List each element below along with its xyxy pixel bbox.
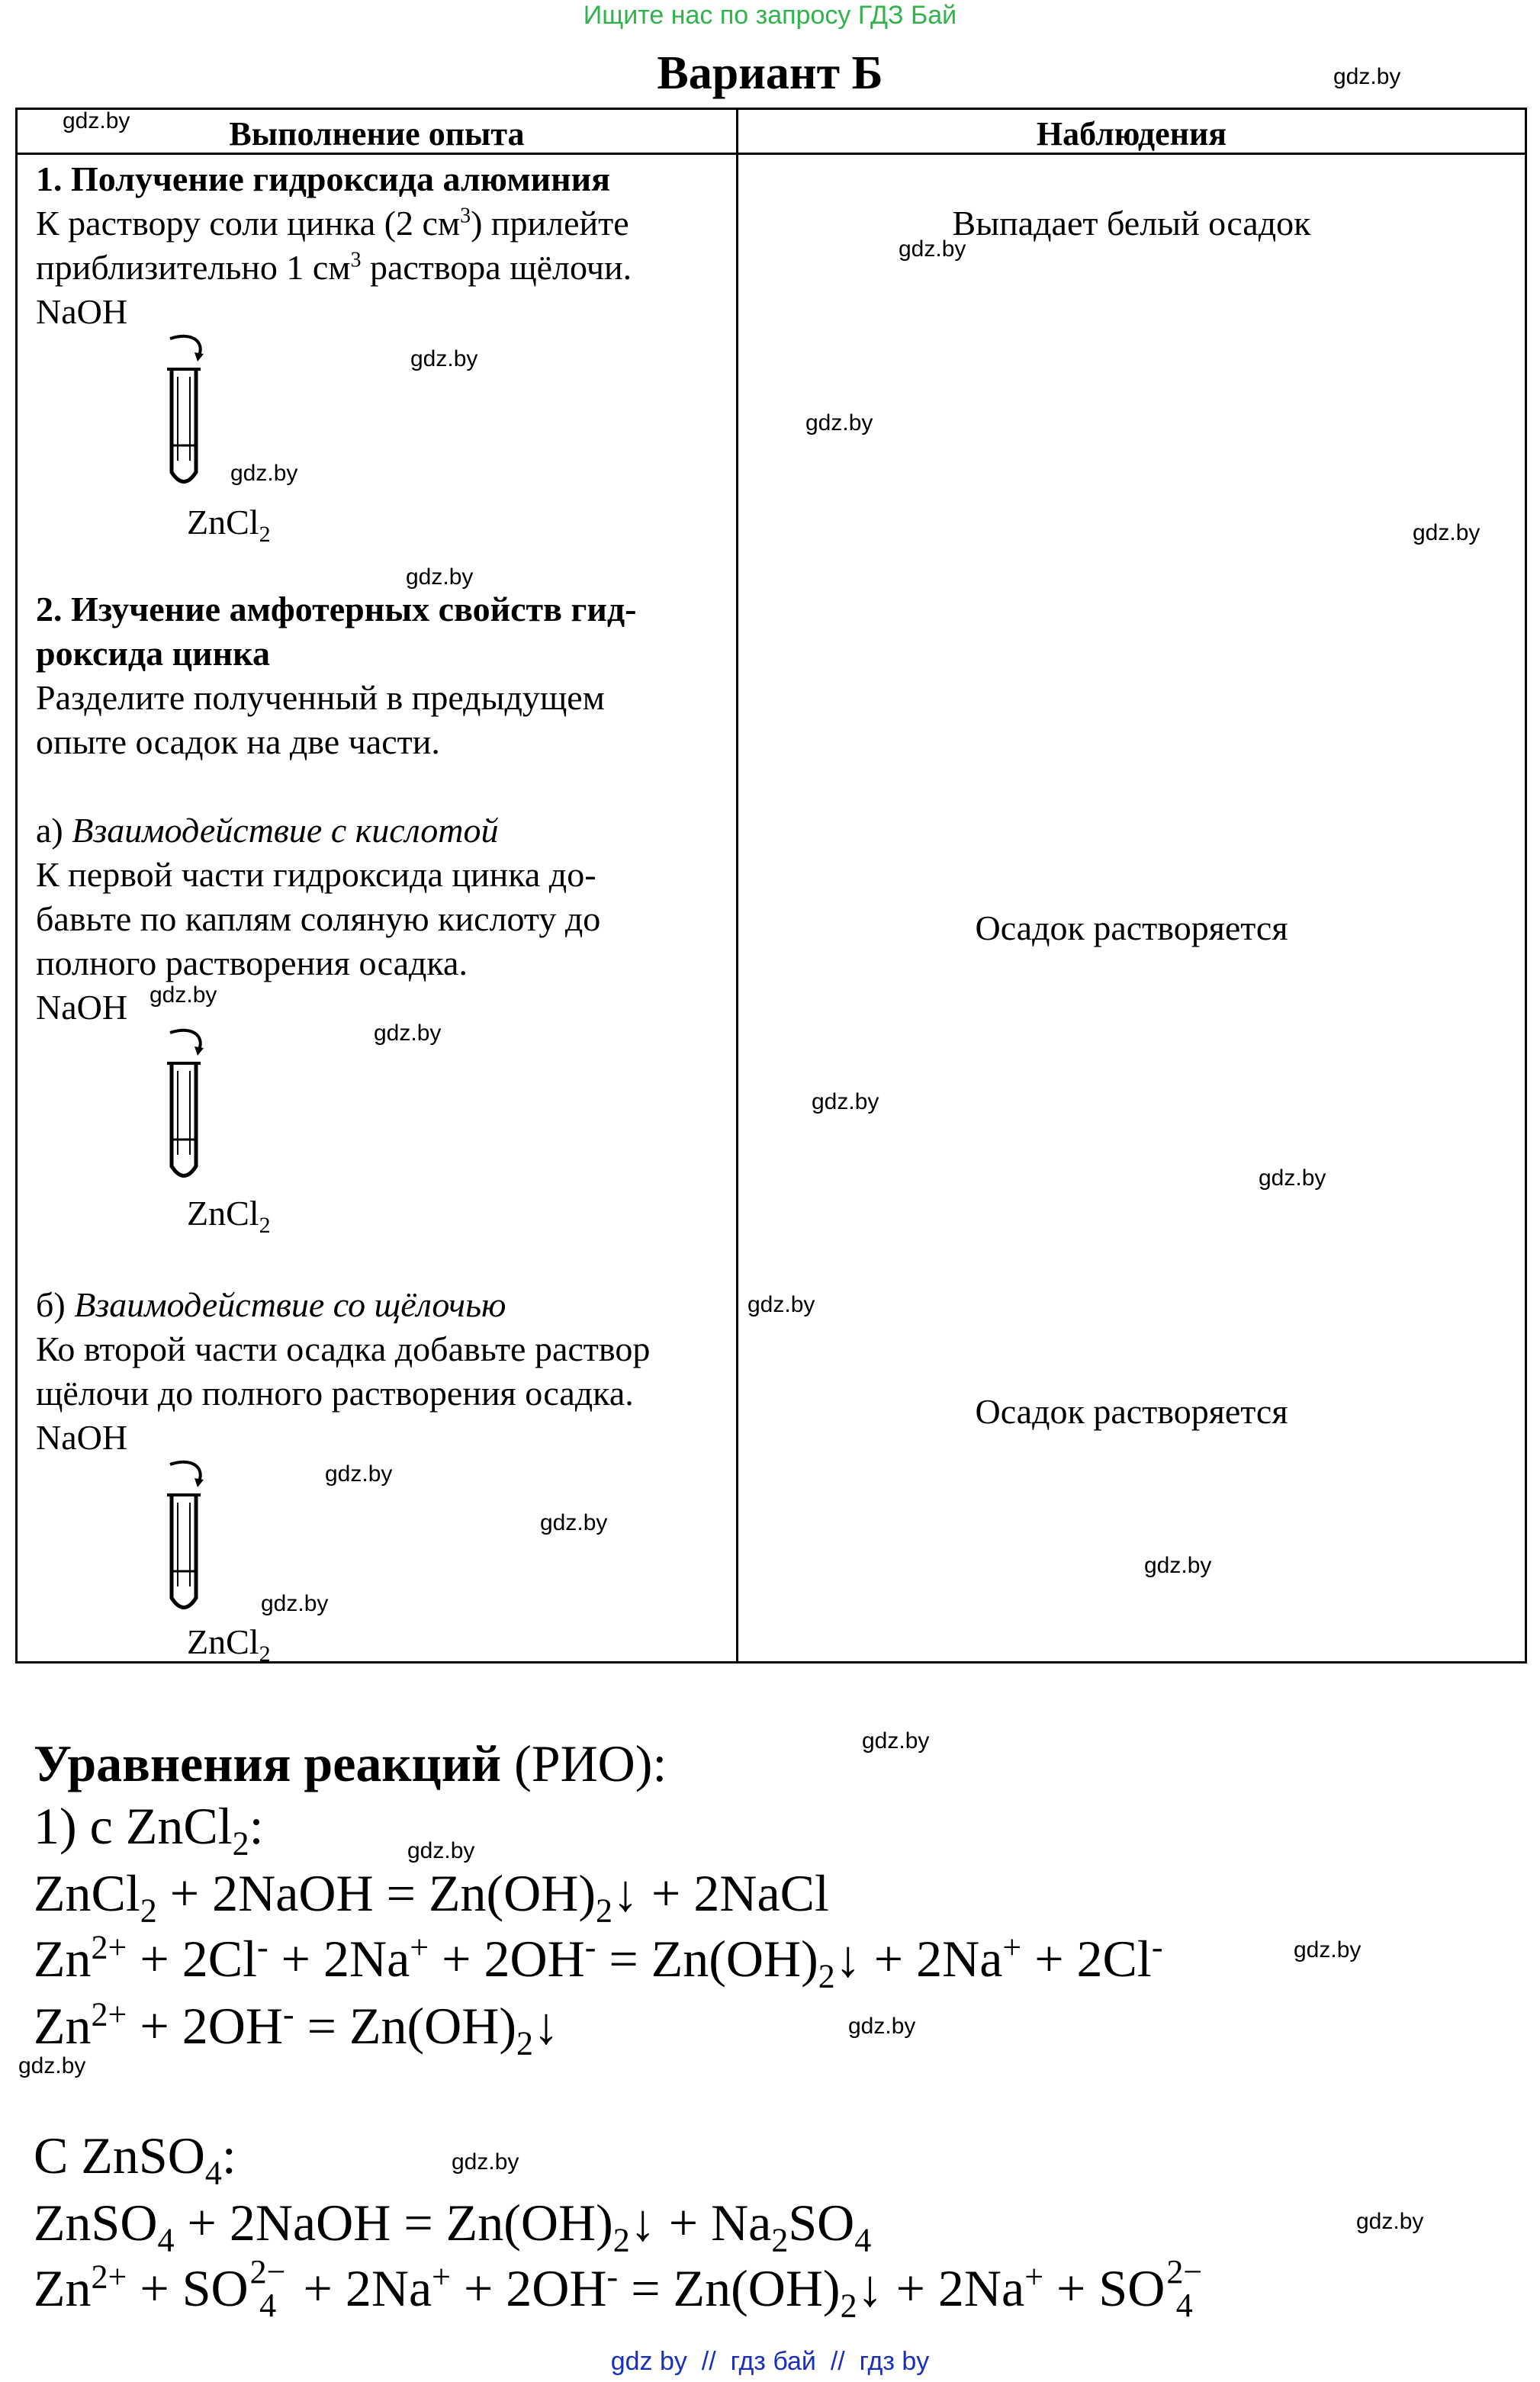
equations-subheading-znso4: С ZnSO$_4$: [34, 2126, 236, 2192]
watermark: gdz.by [406, 564, 474, 590]
test-tube-icon [140, 1457, 223, 1617]
watermark: gdz.by [1294, 1937, 1362, 1962]
exp2-heading-1: 2. Изучение амфотерных свойств гид- [36, 590, 637, 628]
exp2a-title: а) Взаимодействие с кислотой [36, 811, 499, 850]
exp2-heading-2: роксида цинка [36, 634, 270, 673]
exp2-text-1: Разделите полученный в предыдущем [36, 678, 605, 717]
equation-full-ionic-znso4: $Zn^{2+}$ + SO 2− 4 + $2Na^+ + 2OH^- = Zn(OH)_2↓ + 2Na^+$ + SO 2− 4 [34, 2253, 1203, 2325]
watermark: gdz.by [862, 1728, 930, 1754]
watermark: gdz.by [899, 236, 966, 262]
watermark: gdz.by [747, 1292, 815, 1317]
sulfate-charge-fraction: 2− 4 [1166, 2253, 1203, 2325]
test-tube-icon [140, 331, 223, 491]
watermark: gdz.by [1144, 1553, 1212, 1578]
watermark: gdz.by [1356, 2209, 1424, 2234]
watermark: gdz.by [540, 1510, 608, 1535]
watermark: gdz.by [149, 982, 217, 1008]
exp1-reagent: NaOH [36, 292, 128, 331]
exp2-text-2: опыте осадок на две части. [36, 722, 440, 761]
watermark: gdz.by [805, 410, 873, 436]
watermark: gdz.by [452, 2149, 519, 2175]
watermark: gdz.by [812, 1089, 879, 1114]
equations-heading: Уравнения реакций (РИО): [34, 1734, 667, 1792]
exp2a-line1: К первой части гидроксида цинка до- [36, 855, 596, 894]
exp2b-reagent: NaOH [36, 1418, 128, 1457]
header-observations: Наблюдения [1036, 115, 1227, 153]
exp2b-tube-label: ZnCl$_2$ [187, 1622, 271, 1667]
exp2b-observation: Осадок растворяется [975, 1392, 1288, 1431]
exp1-tube-label: ZnCl$_2$ [187, 503, 271, 548]
watermark: gdz.by [63, 108, 130, 133]
watermark: gdz.by [1333, 64, 1401, 89]
exp1-heading: 1. Получение гидроксида алюминия [36, 159, 611, 198]
watermark: gdz.by [407, 1838, 475, 1863]
exp2a-line3: полного растворения осадка. [36, 943, 468, 982]
experiment-table [15, 108, 1527, 1667]
exp2b-line1: Ко второй части осадка добавьте раствор [36, 1329, 651, 1368]
footer-links[interactable]: gdz by // гдз бай // гдз by [610, 2347, 930, 2376]
equation-molecular-znso4: ZnSO$_4$ + 2NaOH = $Zn(OH)_2↓ + Na_2SO_4$ [34, 2194, 872, 2259]
exp2a-line2: бавьте по каплям соляную кислоту до [36, 899, 601, 938]
exp2a-observation: Осадок растворяется [975, 908, 1288, 947]
table-header-divider [18, 153, 1525, 155]
watermark: gdz.by [1413, 520, 1481, 545]
watermark: gdz.by [261, 1591, 329, 1616]
exp1-line2: приблизительно 1 $см^3$ раствора щёлочи. [36, 248, 632, 287]
page-title: Вариант Б [657, 47, 883, 99]
watermark: gdz.by [230, 461, 298, 486]
exp1-line1: К раствору соли цинка (2 $см^3$) прилейте [36, 204, 629, 243]
exp2b-title: б) Взаимодействие со щёлочью [36, 1285, 506, 1324]
test-tube-icon [140, 1025, 223, 1185]
watermark: gdz.by [848, 2014, 916, 2039]
top-banner[interactable]: Ищите нас по запросу ГДЗ Бай [583, 1, 957, 30]
watermark: gdz.by [374, 1021, 442, 1046]
equations-subheading-zncl2: 1) с ZnCl$_2$: [34, 1797, 264, 1863]
equation-short-ionic-zncl2: $Zn^{2+} + 2OH^-$ = $Zn(OH)_2↓$ [34, 1995, 559, 2062]
watermark: gdz.by [1259, 1165, 1326, 1191]
equation-full-ionic-zncl2: $Zn^{2+} + 2Cl^- + 2Na^+ + 2OH^-$ = $Zn(OH)_2↓ + 2Na^+ + 2Cl^-$ [34, 1928, 1163, 1995]
header-procedure: Выполнение опыта [229, 115, 525, 153]
watermark: gdz.by [18, 2053, 86, 2078]
sulfate-charge-fraction: 2− 4 [249, 2253, 286, 2325]
equation-molecular-zncl2: ZnCl$_2$ + 2NaOH = $Zn(OH)_2↓$ + 2NaCl [34, 1864, 829, 1930]
exp2a-tube-label: ZnCl$_2$ [187, 1194, 271, 1239]
exp2a-reagent: NaOH [36, 988, 128, 1027]
watermark: gdz.by [410, 346, 478, 371]
exp2b-line2: щёлочи до полного растворения осадка. [36, 1374, 634, 1413]
exp1-observation: Выпадает белый осадок [952, 204, 1311, 243]
watermark: gdz.by [325, 1461, 393, 1487]
